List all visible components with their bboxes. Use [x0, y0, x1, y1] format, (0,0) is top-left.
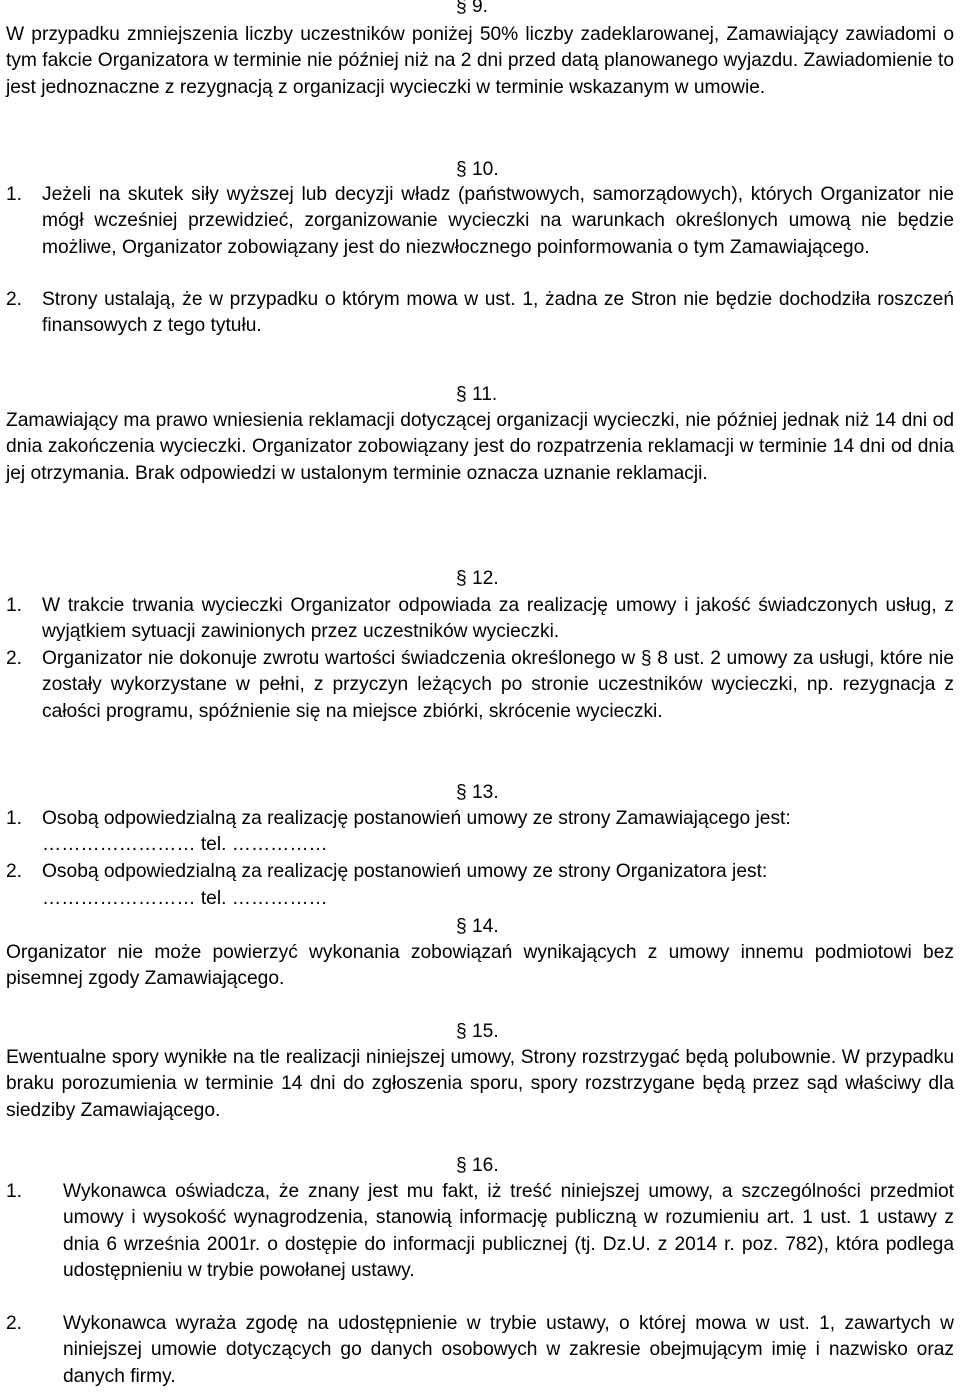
item-text: W trakcie trwania wycieczki Organizator odpowiada za realizację umowy i jakość świadczonych usług, z wyjątkiem sytuacji zawinionych przez uczestników wycieczki. [42, 595, 954, 643]
section-14-text: Organizator nie może powierzyć wykonania zobowiązań wynikających z umowy innemu podmiotowi bez pisemnej zgody Zamawiającego. [6, 942, 954, 990]
item-text: Wykonawca wyraża zgodę na udostępnienie w trybie ustawy, o której mowa w ust. 1, zawartych w niniejszej umowie dotyczących go danych osobowych w zakresie obejmującym imię i nazwisko oraz danych firmy. [63, 1313, 954, 1387]
section-13-item-2 [6, 859, 954, 885]
section-heading-14: § 14. [456, 916, 499, 937]
item-number: 1. [6, 1181, 23, 1202]
section-heading-11: § 11. [456, 384, 498, 405]
item-text: Jeżeli na skutek siły wyższej lub decyzji władz (państwowych, samorządowych), których Organizator nie mógł wcześniej przewidzieć, zorganizowanie wycieczki na warunkach określonych umową nie będzie możliwe, Organizator zobowiązany jest do niezwłocznego poinformowania o tym Zamawiającego. [42, 184, 954, 258]
item-number: 2. [6, 1313, 23, 1334]
section-15-text: Ewentualne spory wynikłe na tle realizacji niniejszej umowy, Strony rozstrzygać będą polubownie. W przypadku braku porozumienia w terminie 14 dni do zgłoszenia sporu, spory rozstrzygane będą przez sąd właściwy dla siedziby Zamawiającego. [6, 1047, 954, 1121]
item-text: Wykonawca oświadcza, że znany jest mu fakt, iż treść niniejszej umowy, a szczególności przedmiot umowy i wysokość wynagrodzenia, stanowią informację publiczną w rozumieniu art. 1 ust. 1 ustawy z dnia 6 września 2001r. o dostępie do informacji publicznej (tj. Dz.U. z 2014 r. poz. 782), która podlega udostępnieniu w trybie powołanej ustawy. [63, 1181, 954, 1281]
item-number: 2. [6, 648, 23, 669]
section-heading-13: § 13. [456, 782, 499, 803]
section-heading-10: § 10. [456, 159, 499, 180]
section-10-item-2 [6, 287, 954, 340]
item-number: 1. [6, 808, 23, 829]
item-number: 2. [6, 289, 23, 310]
section-13-item-1 [6, 806, 954, 832]
section-12-item-1 [6, 593, 954, 646]
section-10-item-1 [6, 182, 954, 261]
section-16-item-2 [6, 1311, 954, 1390]
item-number: 2. [6, 861, 23, 882]
item-text: Osobą odpowiedzialną za realizację postanowień umowy ze strony Zamawiającego jest: [42, 808, 791, 829]
section-11-text: Zamawiający ma prawo wniesienia reklamacji dotyczącej organizacji wycieczki, nie później jednak niż 14 dni od dnia zakończenia wycieczki. Organizator zobowiązany jest do rozpatrzenia reklamacji w terminie 14 dni od dnia jej otrzymania. Brak odpowiedzi w ustalonym terminie oznacza uznanie reklamacji. [6, 410, 954, 484]
item-number: 1. [6, 184, 23, 205]
section-heading-15: § 15. [456, 1021, 499, 1042]
contact-fill-line-1: …………………… tel. …………… [42, 834, 328, 855]
item-text: Organizator nie dokonuje zwrotu wartości świadczenia określonego w § 8 ust. 2 umowy za usługi, które nie zostały wykorzystane w pełni, z przyczyn leżących po stronie uczestników wycieczki, np. rezygnacja z całości programu, spóźnienie się na miejsce zbiórki, skrócenie wycieczki. [42, 648, 954, 722]
section-12-item-2 [6, 646, 954, 725]
item-text: Strony ustalają, że w przypadku o którym mowa w ust. 1, żadna ze Stron nie będzie dochodziła roszczeń finansowych z tego tytułu. [42, 289, 954, 337]
section-16-item-1 [6, 1179, 954, 1284]
contact-fill-line-2: …………………… tel. …………… [42, 888, 328, 909]
item-text: Osobą odpowiedzialną za realizację postanowień umowy ze strony Organizatora jest: [42, 861, 768, 882]
item-number: 1. [6, 595, 23, 616]
section-heading-12: § 12. [456, 568, 499, 589]
section-9-text: W przypadku zmniejszenia liczby uczestników poniżej 50% liczby zadeklarowanej, Zamawiający zawiadomi o tym fakcie Organizatora w terminie nie później niż na 2 dni przed datą planowanego wyjazdu. Zawiadomienie to jest jednoznaczne z rezygnacją z organizacji wycieczki w terminie wskazanym w umowie. [6, 24, 954, 98]
section-heading-16: § 16. [456, 1155, 499, 1176]
section-heading-9: § 9. [456, 0, 489, 17]
